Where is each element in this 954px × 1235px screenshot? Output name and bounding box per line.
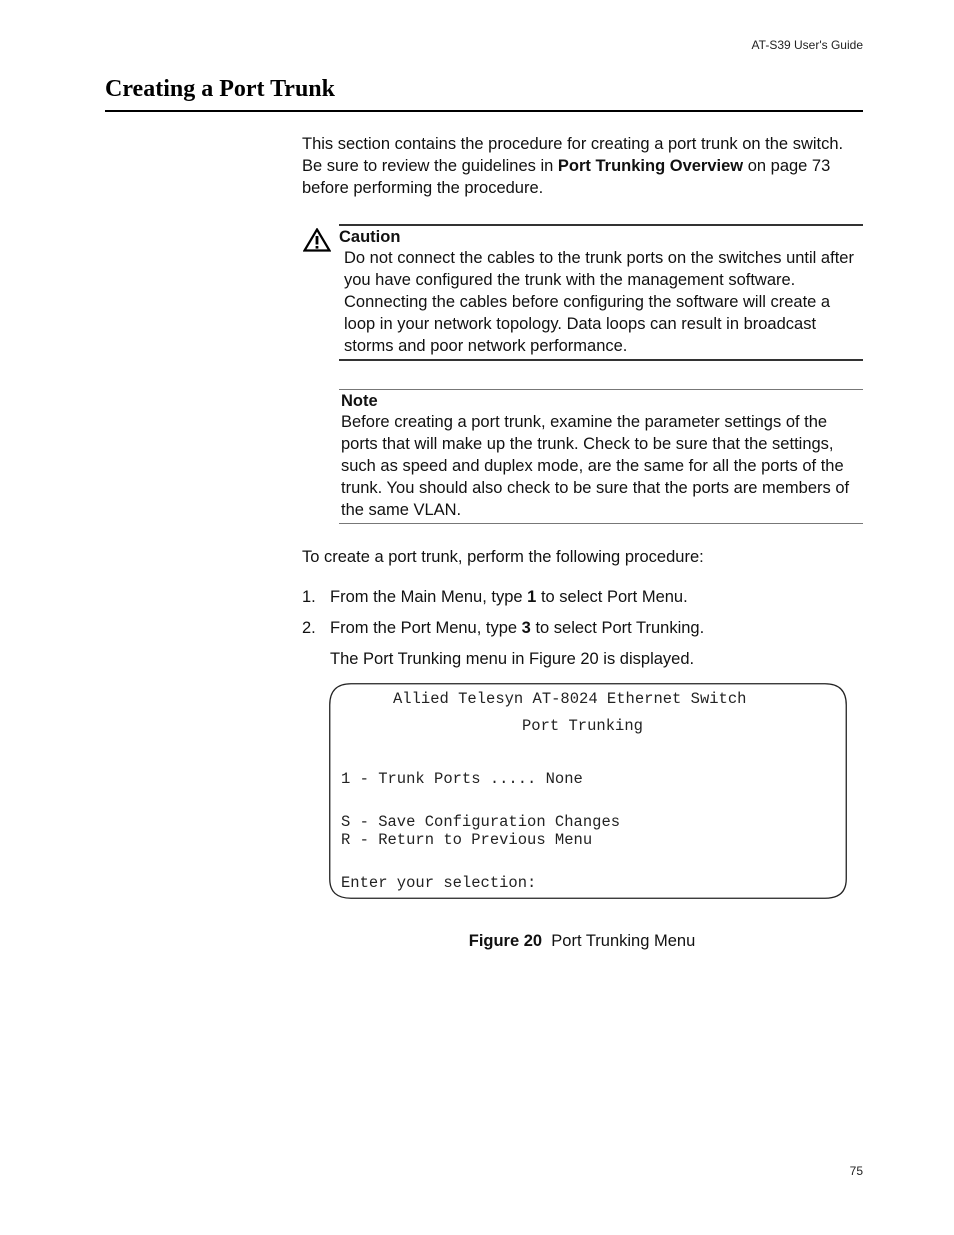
terminal-subtitle: Port Trunking — [522, 717, 643, 735]
intro-text-1: This section contains the procedure for creating a port trunk on the switch. Be sure to review the guidelines in — [302, 135, 844, 175]
caution-rule-top — [339, 224, 863, 226]
step-key: 3 — [521, 619, 531, 637]
page-number: 75 — [849, 1164, 863, 1178]
figure-caption — [329, 930, 835, 952]
terminal-frame — [329, 683, 847, 899]
section-title: Creating a Port Trunk — [105, 76, 336, 102]
step-text: From the Port Menu, type 3 to select Port Trunking. — [330, 619, 705, 637]
caution-label: Caution — [339, 228, 401, 246]
step-number: 2. — [302, 619, 316, 637]
figure-label: Figure 20 — [468, 932, 543, 950]
caution-text: Do not connect the cables to the trunk ports on the switches until after you have configured the trunk with the management software. Connecting the cables before configuring the software will create a loop in your network topology. Data loops can result in broadcast storms and poor network performance. — [344, 249, 854, 355]
step-number: 1. — [302, 588, 316, 606]
step-text: From the Main Menu, type 1 to select Port Menu. — [330, 588, 688, 606]
note-text: Before creating a port trunk, examine the parameter settings of the ports that will make up the trunk. Check to be sure that the settings, such as speed and duplex mode, are the same for all the ports of the trunk. You should also check to be sure that the ports are members of the same VLAN. — [341, 413, 850, 519]
note-rule-top — [339, 389, 863, 390]
selection-prompt: Enter your selection: — [341, 874, 537, 892]
menu-option-save: S - Save Configuration Changes — [341, 813, 621, 831]
terminal-screen — [329, 683, 847, 899]
procedure-intro: To create a port trunk, perform the following procedure: — [302, 548, 704, 566]
running-header: AT-S39 User's Guide — [751, 38, 863, 52]
terminal-title: Allied Telesyn AT-8024 Ethernet Switch — [393, 690, 747, 708]
caution-rule-bottom — [339, 359, 863, 361]
menu-option-return: R - Return to Previous Menu — [341, 831, 593, 849]
intro-paragraph — [302, 133, 864, 199]
step-2-note: The Port Trunking menu in Figure 20 is displayed. — [330, 650, 695, 668]
title-rule — [105, 110, 863, 112]
step-key: 1 — [527, 588, 537, 606]
note-label: Note — [341, 392, 378, 410]
warning-triangle-icon — [303, 228, 331, 252]
menu-option-trunk-ports: 1 - Trunk Ports ..... None — [341, 770, 583, 788]
port-trunking-overview-link[interactable]: Port Trunking Overview — [557, 157, 744, 175]
note-rule-bottom — [339, 523, 863, 524]
intro-text-2: on page 73 before performing the procedure. — [302, 157, 831, 197]
figure-caption-text: Port Trunking Menu — [551, 932, 696, 950]
